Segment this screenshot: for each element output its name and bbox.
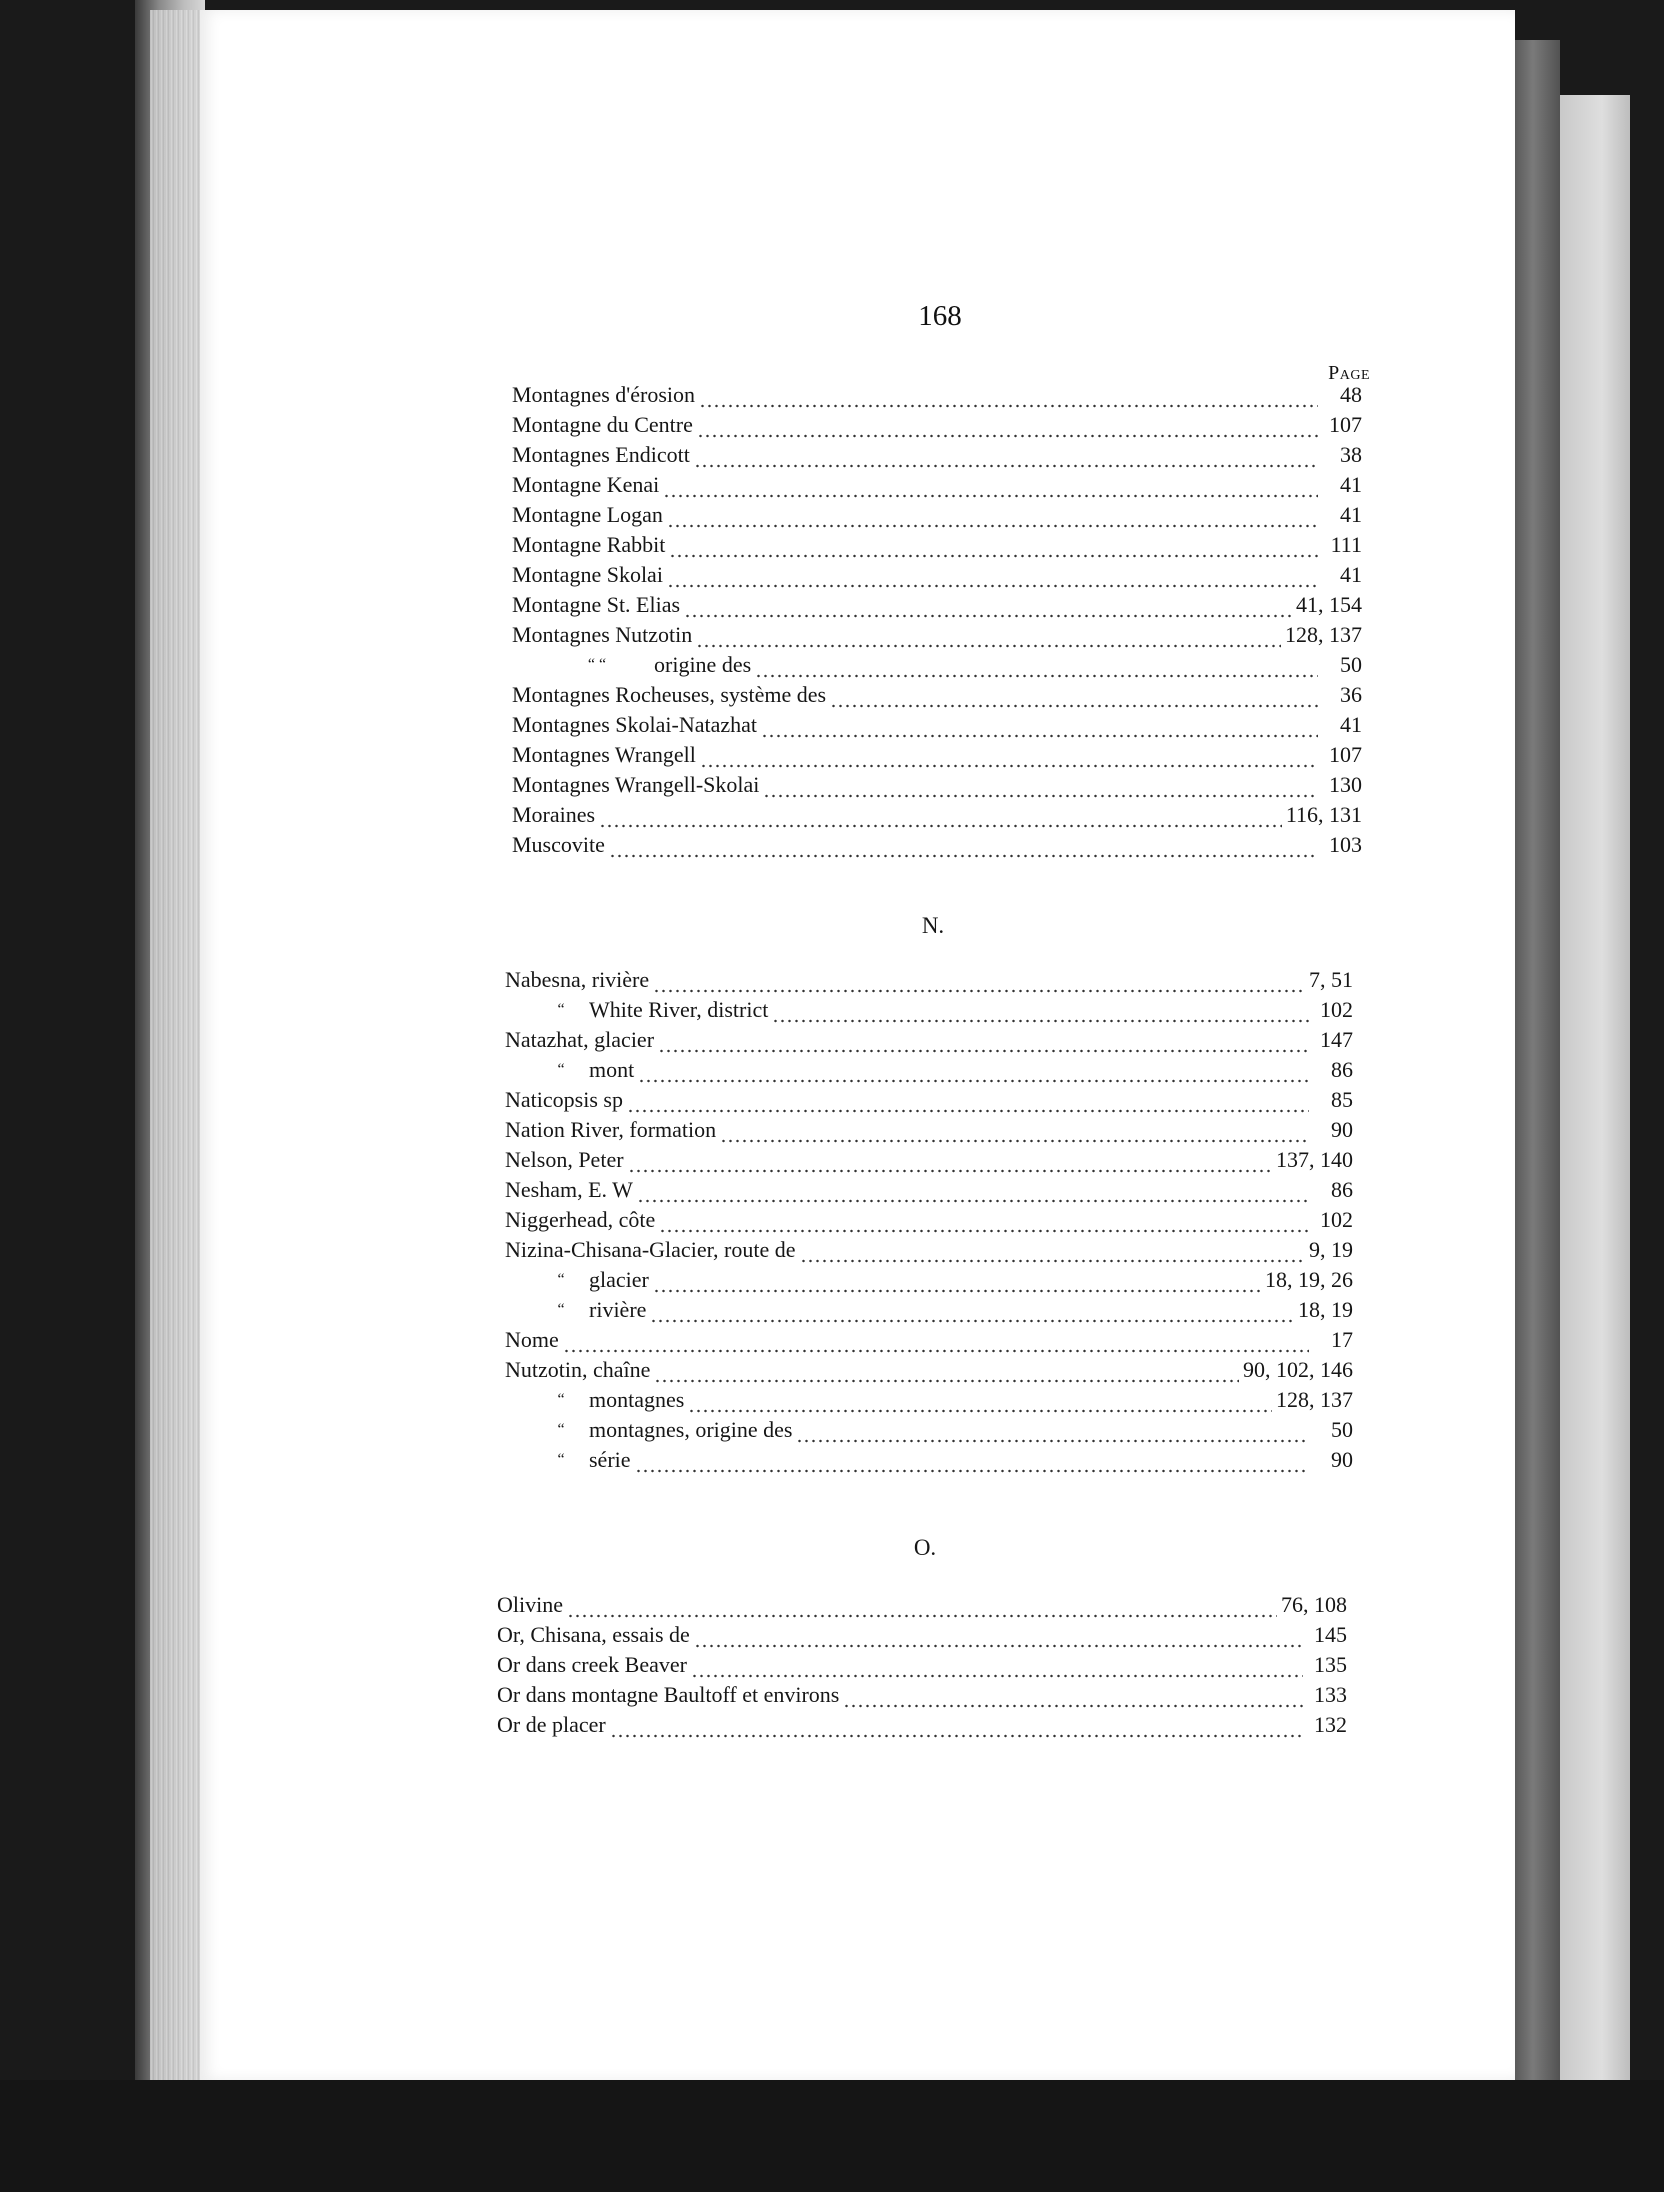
entry-label: mont [589, 1057, 635, 1082]
entry-label: glacier [589, 1267, 649, 1292]
dot-leader [755, 656, 1318, 680]
dot-leader [694, 1626, 1303, 1650]
index-entry [512, 800, 1362, 830]
index-entry [512, 560, 1362, 590]
ditto-mark: “ [557, 1451, 565, 1468]
dot-leader [659, 1211, 1309, 1235]
dot-leader [599, 806, 1282, 830]
page-reference: 17 [1331, 1327, 1353, 1352]
page-reference: 102 [1320, 997, 1353, 1022]
ditto-mark: “ [557, 1421, 565, 1438]
index-entry [497, 1620, 1347, 1650]
index-entry [505, 995, 1353, 1025]
page-reference: 36 [1340, 682, 1362, 707]
entry-label: Montagnes Rocheuses, système des [512, 682, 827, 707]
dot-leader [700, 746, 1318, 770]
page-reference: 107 [1329, 742, 1362, 767]
entry-label: Or dans creek Beaver [497, 1652, 687, 1677]
dot-leader [694, 446, 1318, 470]
index-entry [505, 1025, 1353, 1055]
entry-label: Montagnes Nutzotin [512, 622, 693, 647]
page-reference: 7, 51 [1309, 967, 1353, 992]
entry-label: Montagnes Endicott [512, 442, 690, 467]
index-entry [505, 1445, 1353, 1475]
entry-label: Moraines [512, 802, 596, 827]
dot-leader [697, 416, 1318, 440]
index-entry [512, 590, 1362, 620]
entry-label: origine des [654, 652, 752, 677]
page-reference: 9, 19 [1309, 1237, 1353, 1262]
dot-leader [843, 1686, 1303, 1710]
page-reference: 130 [1329, 772, 1362, 797]
index-section-n [505, 965, 1353, 1475]
page-reference: 128, 137 [1276, 1387, 1353, 1412]
ditto-mark: “ [557, 1391, 565, 1408]
page-reference: 90 [1331, 1117, 1353, 1142]
page-number: 168 [918, 300, 962, 332]
index-entry [505, 1235, 1353, 1265]
index-entry [512, 380, 1362, 410]
index-entry [497, 1680, 1347, 1710]
page-reference: 128, 137 [1285, 622, 1362, 647]
dot-leader [772, 1001, 1309, 1025]
index-entry [512, 680, 1362, 710]
index-entry [497, 1650, 1347, 1680]
page-reference: 41, 154 [1296, 592, 1362, 617]
page-reference: 137, 140 [1276, 1147, 1353, 1172]
entry-label: Nome [505, 1327, 559, 1352]
index-entry [505, 1055, 1353, 1085]
index-entry [512, 410, 1362, 440]
dot-leader [688, 1391, 1272, 1415]
entry-label: Montagne St. Elias [512, 592, 681, 617]
page-reference: 145 [1314, 1622, 1347, 1647]
page-reference: 102 [1320, 1207, 1353, 1232]
page-reference: 48 [1340, 382, 1362, 407]
dot-leader [563, 1331, 1309, 1355]
page-reference: 18, 19 [1298, 1297, 1353, 1322]
page-reference: 38 [1340, 442, 1362, 467]
entry-label: Montagnes d'érosion [512, 382, 695, 407]
page-column-header: Page [1328, 362, 1370, 384]
ditto-mark: “ “ [587, 656, 607, 673]
index-entry [505, 1355, 1353, 1385]
entry-label: Montagne Logan [512, 502, 663, 527]
dot-leader [658, 1031, 1309, 1055]
index-entry [505, 1295, 1353, 1325]
dot-leader [699, 386, 1318, 410]
page-reference: 41 [1340, 502, 1362, 527]
entry-label: Muscovite [512, 832, 605, 857]
dot-leader [635, 1451, 1309, 1475]
page-reference: 85 [1331, 1087, 1353, 1112]
dot-leader [653, 1271, 1261, 1295]
dot-leader [654, 1361, 1239, 1385]
index-entry [505, 1085, 1353, 1115]
dot-leader [663, 476, 1318, 500]
dot-leader [684, 596, 1292, 620]
index-entry [505, 1385, 1353, 1415]
index-entry [512, 770, 1362, 800]
entry-label: Nation River, formation [505, 1117, 717, 1142]
entry-label: Montagnes Wrangell [512, 742, 696, 767]
dot-leader [691, 1656, 1303, 1680]
entry-label: Nutzotin, chaîne [505, 1357, 651, 1382]
page-reference: 111 [1330, 532, 1362, 557]
dot-leader [830, 686, 1318, 710]
dot-leader [669, 536, 1318, 560]
ditto-mark: “ [557, 1271, 565, 1288]
index-entry [497, 1710, 1347, 1740]
dot-leader [567, 1596, 1277, 1620]
page-reference: 90 [1331, 1447, 1353, 1472]
page-reference: 86 [1331, 1057, 1353, 1082]
dot-leader [667, 566, 1318, 590]
index-section-o [497, 1590, 1347, 1740]
entry-label: Montagne Kenai [512, 472, 660, 497]
index-entry [512, 740, 1362, 770]
entry-label: série [589, 1447, 631, 1472]
entry-label: Nelson, Peter [505, 1147, 624, 1172]
entry-label: Nizina-Chisana-Glacier, route de [505, 1237, 796, 1262]
page-reference: 147 [1320, 1027, 1353, 1052]
index-entry [512, 500, 1362, 530]
dot-leader [696, 626, 1281, 650]
book-right-flap [1560, 95, 1630, 2185]
entry-label: montagnes [589, 1387, 685, 1412]
dot-leader [609, 836, 1318, 860]
index-entry [505, 965, 1353, 995]
page-reference: 76, 108 [1281, 1592, 1347, 1617]
dot-leader [638, 1061, 1309, 1085]
entry-label: Montagne Rabbit [512, 532, 666, 557]
page-reference: 132 [1314, 1712, 1347, 1737]
book-binding [1515, 40, 1560, 2180]
entry-label: Natazhat, glacier [505, 1027, 655, 1052]
dot-leader [653, 971, 1305, 995]
index-entry [505, 1325, 1353, 1355]
index-entry [512, 620, 1362, 650]
page-reference: 90, 102, 146 [1243, 1357, 1353, 1382]
entry-label: Nabesna, rivière [505, 967, 650, 992]
entry-label: Naticopsis sp [505, 1087, 623, 1112]
dot-leader [610, 1716, 1303, 1740]
index-entry [512, 530, 1362, 560]
index-entry [505, 1115, 1353, 1145]
entry-label: Olivine [497, 1592, 563, 1617]
index-entry [512, 710, 1362, 740]
page-reference: 103 [1329, 832, 1362, 857]
ditto-mark: “ [557, 1001, 565, 1018]
dot-leader [627, 1091, 1309, 1115]
entry-label: rivière [589, 1297, 647, 1322]
entry-label: Or, Chisana, essais de [497, 1622, 690, 1647]
entry-label: Montagnes Wrangell-Skolai [512, 772, 760, 797]
dot-leader [650, 1301, 1294, 1325]
dot-leader [720, 1121, 1309, 1145]
index-section-m [512, 380, 1362, 860]
dot-leader [637, 1181, 1309, 1205]
ditto-mark: “ [557, 1301, 565, 1318]
dot-leader [796, 1421, 1309, 1445]
page-reference: 107 [1329, 412, 1362, 437]
entry-label: White River, district [589, 997, 769, 1022]
index-entry [505, 1415, 1353, 1445]
entry-label: Montagnes Skolai-Natazhat [512, 712, 757, 737]
index-entry [512, 440, 1362, 470]
scan-background [0, 2080, 1664, 2192]
entry-label: Niggerhead, côte [505, 1207, 656, 1232]
entry-label: Montagne du Centre [512, 412, 693, 437]
index-entry [512, 830, 1362, 860]
index-entry [512, 650, 1362, 680]
page-reference: 50 [1331, 1417, 1353, 1442]
page-reference: 133 [1314, 1682, 1347, 1707]
index-entry [505, 1175, 1353, 1205]
index-entry [512, 470, 1362, 500]
dot-leader [763, 776, 1318, 800]
dot-leader [761, 716, 1318, 740]
entry-label: Montagne Skolai [512, 562, 663, 587]
entry-label: Or de placer [497, 1712, 606, 1737]
index-entry [497, 1590, 1347, 1620]
dot-leader [628, 1151, 1272, 1175]
index-entry [505, 1205, 1353, 1235]
page-reference: 41 [1340, 562, 1362, 587]
dot-leader [800, 1241, 1306, 1265]
page-reference: 18, 19, 26 [1265, 1267, 1353, 1292]
entry-label: Nesham, E. W [505, 1177, 633, 1202]
page-reference: 86 [1331, 1177, 1353, 1202]
page-reference: 116, 131 [1285, 802, 1362, 827]
page-reference: 135 [1314, 1652, 1347, 1677]
page-reference: 41 [1340, 712, 1362, 737]
page-reference: 41 [1340, 472, 1362, 497]
dot-leader [667, 506, 1318, 530]
ditto-mark: “ [557, 1061, 565, 1078]
section-letter-o: O. [913, 1535, 937, 1560]
index-entry [505, 1265, 1353, 1295]
index-entry [505, 1145, 1353, 1175]
section-letter-n: N. [921, 913, 945, 938]
page-reference: 50 [1340, 652, 1362, 677]
entry-label: montagnes, origine des [589, 1417, 793, 1442]
entry-label: Or dans montagne Baultoff et environs [497, 1682, 840, 1707]
